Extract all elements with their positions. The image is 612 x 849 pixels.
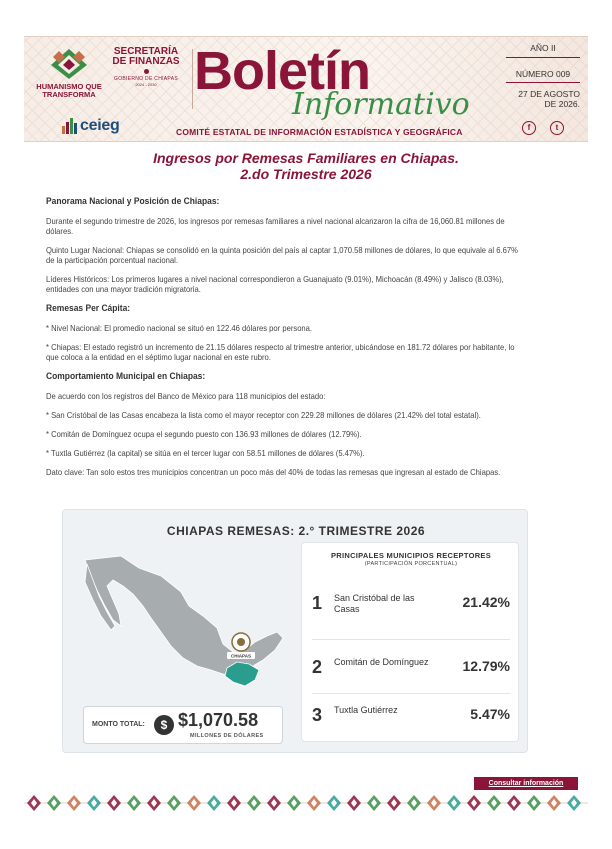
social-icons: [522, 121, 564, 135]
issue-info: [498, 37, 588, 143]
issue-year: AÑO II: [506, 43, 580, 58]
issue-date-line1: 27 DE AGOSTO: [518, 89, 580, 99]
issue-date-line2: DE 2026.: [544, 99, 580, 109]
paragraph-banxico: De acuerdo con los registros del Banco de México para 118 municipios del estado:: [46, 391, 326, 401]
document-title-line1: Ingresos por Remesas Familiares en Chiapas.: [153, 150, 459, 166]
remesas-infographic: [62, 509, 528, 753]
ceieg-bars-icon: [62, 118, 77, 134]
header-divider: [192, 49, 193, 109]
rank-municipality: Comitán de Domínguez: [334, 657, 429, 667]
total-amount: $1,070.58: [178, 710, 259, 730]
ranking-divider: [312, 693, 510, 694]
rank-percentage: 21.42%: [462, 594, 510, 610]
paragraph-tuxtla: * Tuxtla Gutiérrez (la capital) se sitúa en el tercer lugar con 58.51 millones de dólares (5.47%).: [46, 448, 365, 458]
period-text: 2024 - 2030: [135, 82, 157, 87]
map-pin-dot-icon: [237, 638, 245, 646]
consult-info-link[interactable]: Consultar información: [474, 777, 578, 790]
document-title-line2: 2.do Trimestre 2026: [240, 166, 372, 182]
boletin-title: Boletín: [194, 41, 370, 101]
rank-percentage: 5.47%: [470, 706, 510, 722]
rank-number: 2: [312, 657, 323, 677]
map-pin-label: CHIAPAS: [231, 653, 251, 659]
mexico-map: [77, 546, 295, 712]
secretaria-line2: DE FINANZAS: [112, 56, 180, 67]
paragraph-comitan: * Comitán de Domínguez ocupa el segundo puesto con 136.93 millones de dólares (12.79%).: [46, 429, 362, 439]
secretaria-logo: [106, 47, 186, 87]
facebook-icon[interactable]: f: [522, 121, 536, 135]
paragraph-national-total: Durante el segundo trimestre de 2026, los ingresos por remesas familiares a nivel nacional alcanzaron la cifra de 16,060.81 millones de dólares.: [46, 216, 505, 236]
rank-number: 3: [312, 705, 323, 725]
issue-number: NÚMERO 009: [506, 69, 580, 83]
issue-date: [506, 89, 580, 109]
ceieg-text: ceieg: [80, 117, 120, 134]
top-municipalities-panel: [301, 542, 519, 742]
humanismo-text: HUMANISMO QUE TRANSFORMA: [36, 82, 102, 99]
document-body: [46, 196, 528, 486]
total-amount-box: [83, 706, 283, 744]
rank-municipality: Tuxtla Gutiérrez: [334, 705, 398, 715]
dollar-coin-icon: $: [154, 715, 174, 735]
humanismo-logo: [34, 47, 104, 99]
committee-name: COMITÉ ESTATAL DE INFORMACIÓN ESTADÍSTICA Y GEOGRÁFICA: [176, 127, 463, 137]
rank-number: 1: [312, 593, 323, 613]
section-heading-municipal: Comportamiento Municipal en Chiapas:: [46, 371, 206, 381]
rank-municipality: San Cristóbal de las Casas: [334, 593, 415, 614]
paragraph-leaders: Líderes Históricos: Los primeros lugares a nivel nacional correspondieron a Guanajuato (9.01%), Michoacán (8.49%) y Jalisco (8.03%), entidades con una mayor tradición migratoria.: [46, 274, 504, 294]
ranking-item: [312, 583, 512, 633]
ranking-divider: [312, 639, 510, 640]
paragraph-chiapas-per-capita: * Chiapas: El estado registró un incremento de 21.15 dólares respecto al trimestre anterior, ubicándose en 181.72 dólares por habitante, lo que coloca a la entidad en el séptimo lugar nacional en este rubro.: [46, 342, 515, 362]
section-heading-panorama: Panorama Nacional y Posición de Chiapas:: [46, 196, 220, 206]
footer-decorative-band: [24, 792, 588, 814]
panel-title: PRINCIPALES MUNICIPIOS RECEPTORES: [330, 551, 492, 560]
paragraph-national-average: * Nivel Nacional: El promedio nacional se situó en 122.46 dólares por persona.: [46, 323, 313, 333]
panel-subtitle: (PARTICIPACIÓN PORCENTUAL): [364, 561, 458, 567]
informativo-subtitle: Informativo: [292, 87, 470, 122]
gobierno-text: GOBIERNO DE CHIAPAS: [114, 76, 178, 82]
paragraph-key-fact: Dato clave: Tan solo estos tres municipios concentran un poco más del 40% de todas las remesas que ingresan al estado de Chiapas.: [46, 467, 501, 477]
twitter-icon[interactable]: t: [550, 121, 564, 135]
secretaria-line1: SECRETARÍA: [113, 46, 179, 57]
seal-icon: [144, 69, 149, 74]
document-title: [0, 150, 612, 182]
boletin-header: [24, 36, 588, 142]
ranking-item: [312, 647, 512, 697]
rank-percentage: 12.79%: [462, 658, 510, 674]
total-label: MONTO TOTAL:: [92, 721, 145, 728]
total-unit: MILLONES DE DÓLARES: [190, 733, 264, 739]
paragraph-san-cristobal: * San Cristóbal de las Casas encabeza la lista como el mayor receptor con 229.28 millones de dólares (21.42% del total estatal).: [46, 410, 481, 420]
ranking-item: [312, 695, 512, 745]
humanismo-emblem-icon: [49, 47, 89, 81]
ceieg-logo: [62, 117, 119, 135]
infographic-title: CHIAPAS REMESAS: 2.° TRIMESTRE 2026: [166, 524, 426, 538]
paragraph-fifth-place: Quinto Lugar Nacional: Chiapas se consolidó en la quinta posición del país al captar 1,070.58 millones de dólares, lo que equivale al 6.67% de la participación porcentual nacional.: [46, 245, 518, 265]
section-heading-per-capita: Remesas Per Cápita:: [46, 303, 131, 313]
